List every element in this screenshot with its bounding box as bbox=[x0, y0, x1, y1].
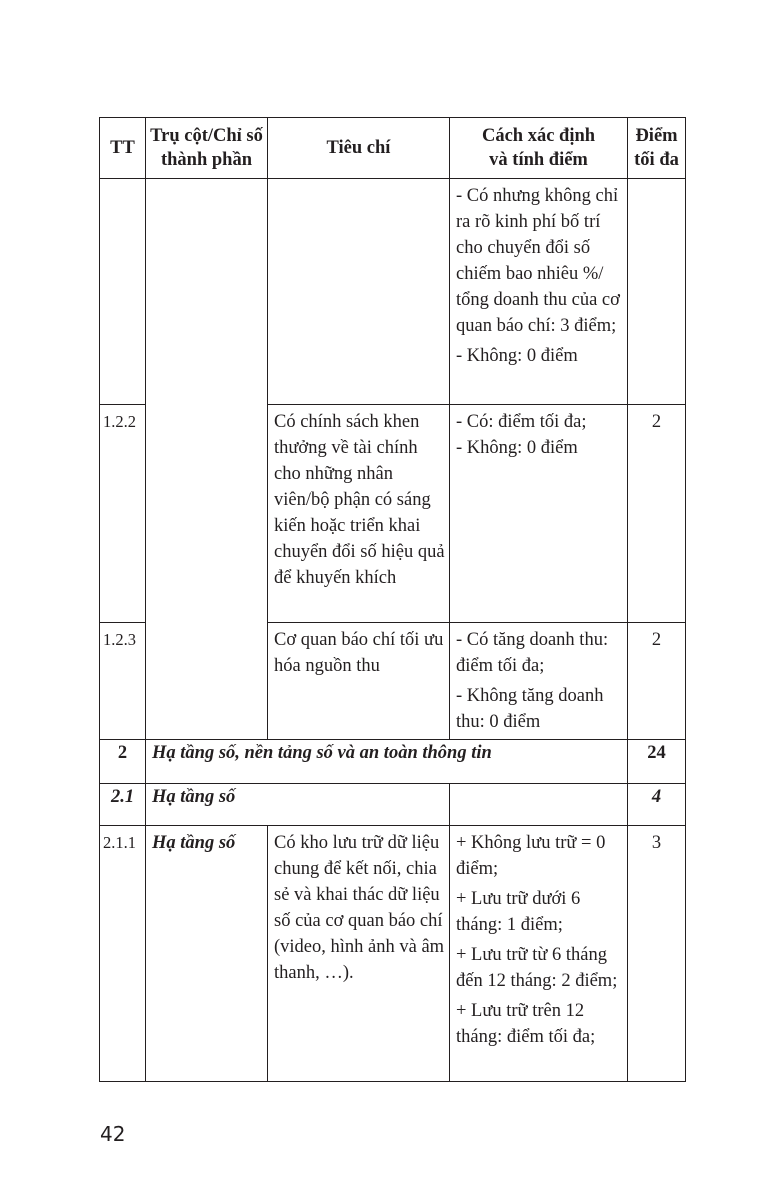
page-number: 42 bbox=[100, 1122, 126, 1146]
header-score bbox=[628, 118, 686, 179]
row-score: 2 bbox=[628, 623, 686, 740]
subsection-method-empty bbox=[450, 784, 628, 826]
header-tt: TT bbox=[100, 118, 146, 179]
header-score-line: Điểm bbox=[635, 126, 678, 146]
header-pillar-line: thành phần bbox=[160, 150, 253, 170]
method-item: - Có nhưng không chỉ ra rõ kinh phí bố trí cho chuyển đổi số chiếm bao nhiêu %/ tổng doanh thu của cơ quan báo chí: 3 điểm; bbox=[456, 186, 620, 336]
row-score: 2 bbox=[628, 405, 686, 623]
row-tt: 2.1.1 bbox=[100, 826, 146, 1082]
method-item: - Có tăng doanh thu: điểm tối đa; bbox=[456, 630, 609, 676]
header-method-line: Cách xác định bbox=[481, 126, 596, 146]
header-score-line: tối đa bbox=[634, 150, 679, 170]
row-pillar bbox=[146, 179, 268, 740]
section-score: 24 bbox=[628, 740, 686, 784]
header-method-line: và tính điểm bbox=[489, 150, 588, 170]
header-method bbox=[450, 118, 628, 179]
table-row bbox=[100, 826, 686, 1082]
row-method bbox=[450, 826, 628, 1082]
row-tt bbox=[100, 179, 146, 405]
criteria-table bbox=[99, 117, 686, 1082]
method-item: + Không lưu trữ = 0 điểm; bbox=[456, 833, 606, 879]
row-score bbox=[628, 179, 686, 405]
header-criteria: Tiêu chí bbox=[268, 118, 450, 179]
section-tt: 2 bbox=[100, 740, 146, 784]
method-item: + Lưu trữ trên 12 tháng: điểm tối đa; bbox=[456, 1001, 596, 1047]
section-title: Hạ tầng số, nền tảng số và an toàn thông tin bbox=[146, 740, 628, 784]
subsection-score: 4 bbox=[628, 784, 686, 826]
section-row bbox=[100, 740, 686, 784]
method-item: + Lưu trữ dưới 6 tháng: 1 điểm; bbox=[456, 889, 581, 935]
subsection-title: Hạ tầng số bbox=[146, 784, 450, 826]
header-pillar bbox=[146, 118, 268, 179]
method-item: - Không: 0 điểm bbox=[456, 438, 578, 458]
row-criteria: Có kho lưu trữ dữ liệu chung để kết nối, chia sẻ và khai thác dữ liệu số của cơ quan báo chí (video, hình ảnh và âm thanh, …). bbox=[268, 826, 450, 1082]
row-pillar: Hạ tầng số bbox=[146, 826, 268, 1082]
row-criteria: Cơ quan báo chí tối ưu hóa nguồn thu bbox=[268, 623, 450, 740]
table-row bbox=[100, 179, 686, 405]
row-method bbox=[450, 405, 628, 623]
method-item: - Không tăng doanh thu: 0 điểm bbox=[456, 686, 604, 732]
row-criteria: Có chính sách khen thưởng về tài chính cho những nhân viên/bộ phận có sáng kiến hoặc triển khai chuyển đổi số hiệu quả để khuyến khích bbox=[268, 405, 450, 623]
method-item: + Lưu trữ từ 6 tháng đến 12 tháng: 2 điểm; bbox=[456, 945, 618, 991]
subsection-tt: 2.1 bbox=[100, 784, 146, 826]
method-item: - Có: điểm tối đa; bbox=[456, 412, 587, 432]
subsection-row bbox=[100, 784, 686, 826]
header-pillar-line: Trụ cột/Chỉ số bbox=[150, 126, 263, 146]
row-tt: 1.2.2 bbox=[100, 405, 146, 623]
row-method bbox=[450, 179, 628, 405]
table-header-row bbox=[100, 118, 686, 179]
row-score: 3 bbox=[628, 826, 686, 1082]
row-criteria bbox=[268, 179, 450, 405]
row-tt: 1.2.3 bbox=[100, 623, 146, 740]
row-method bbox=[450, 623, 628, 740]
method-item: - Không: 0 điểm bbox=[456, 346, 578, 366]
